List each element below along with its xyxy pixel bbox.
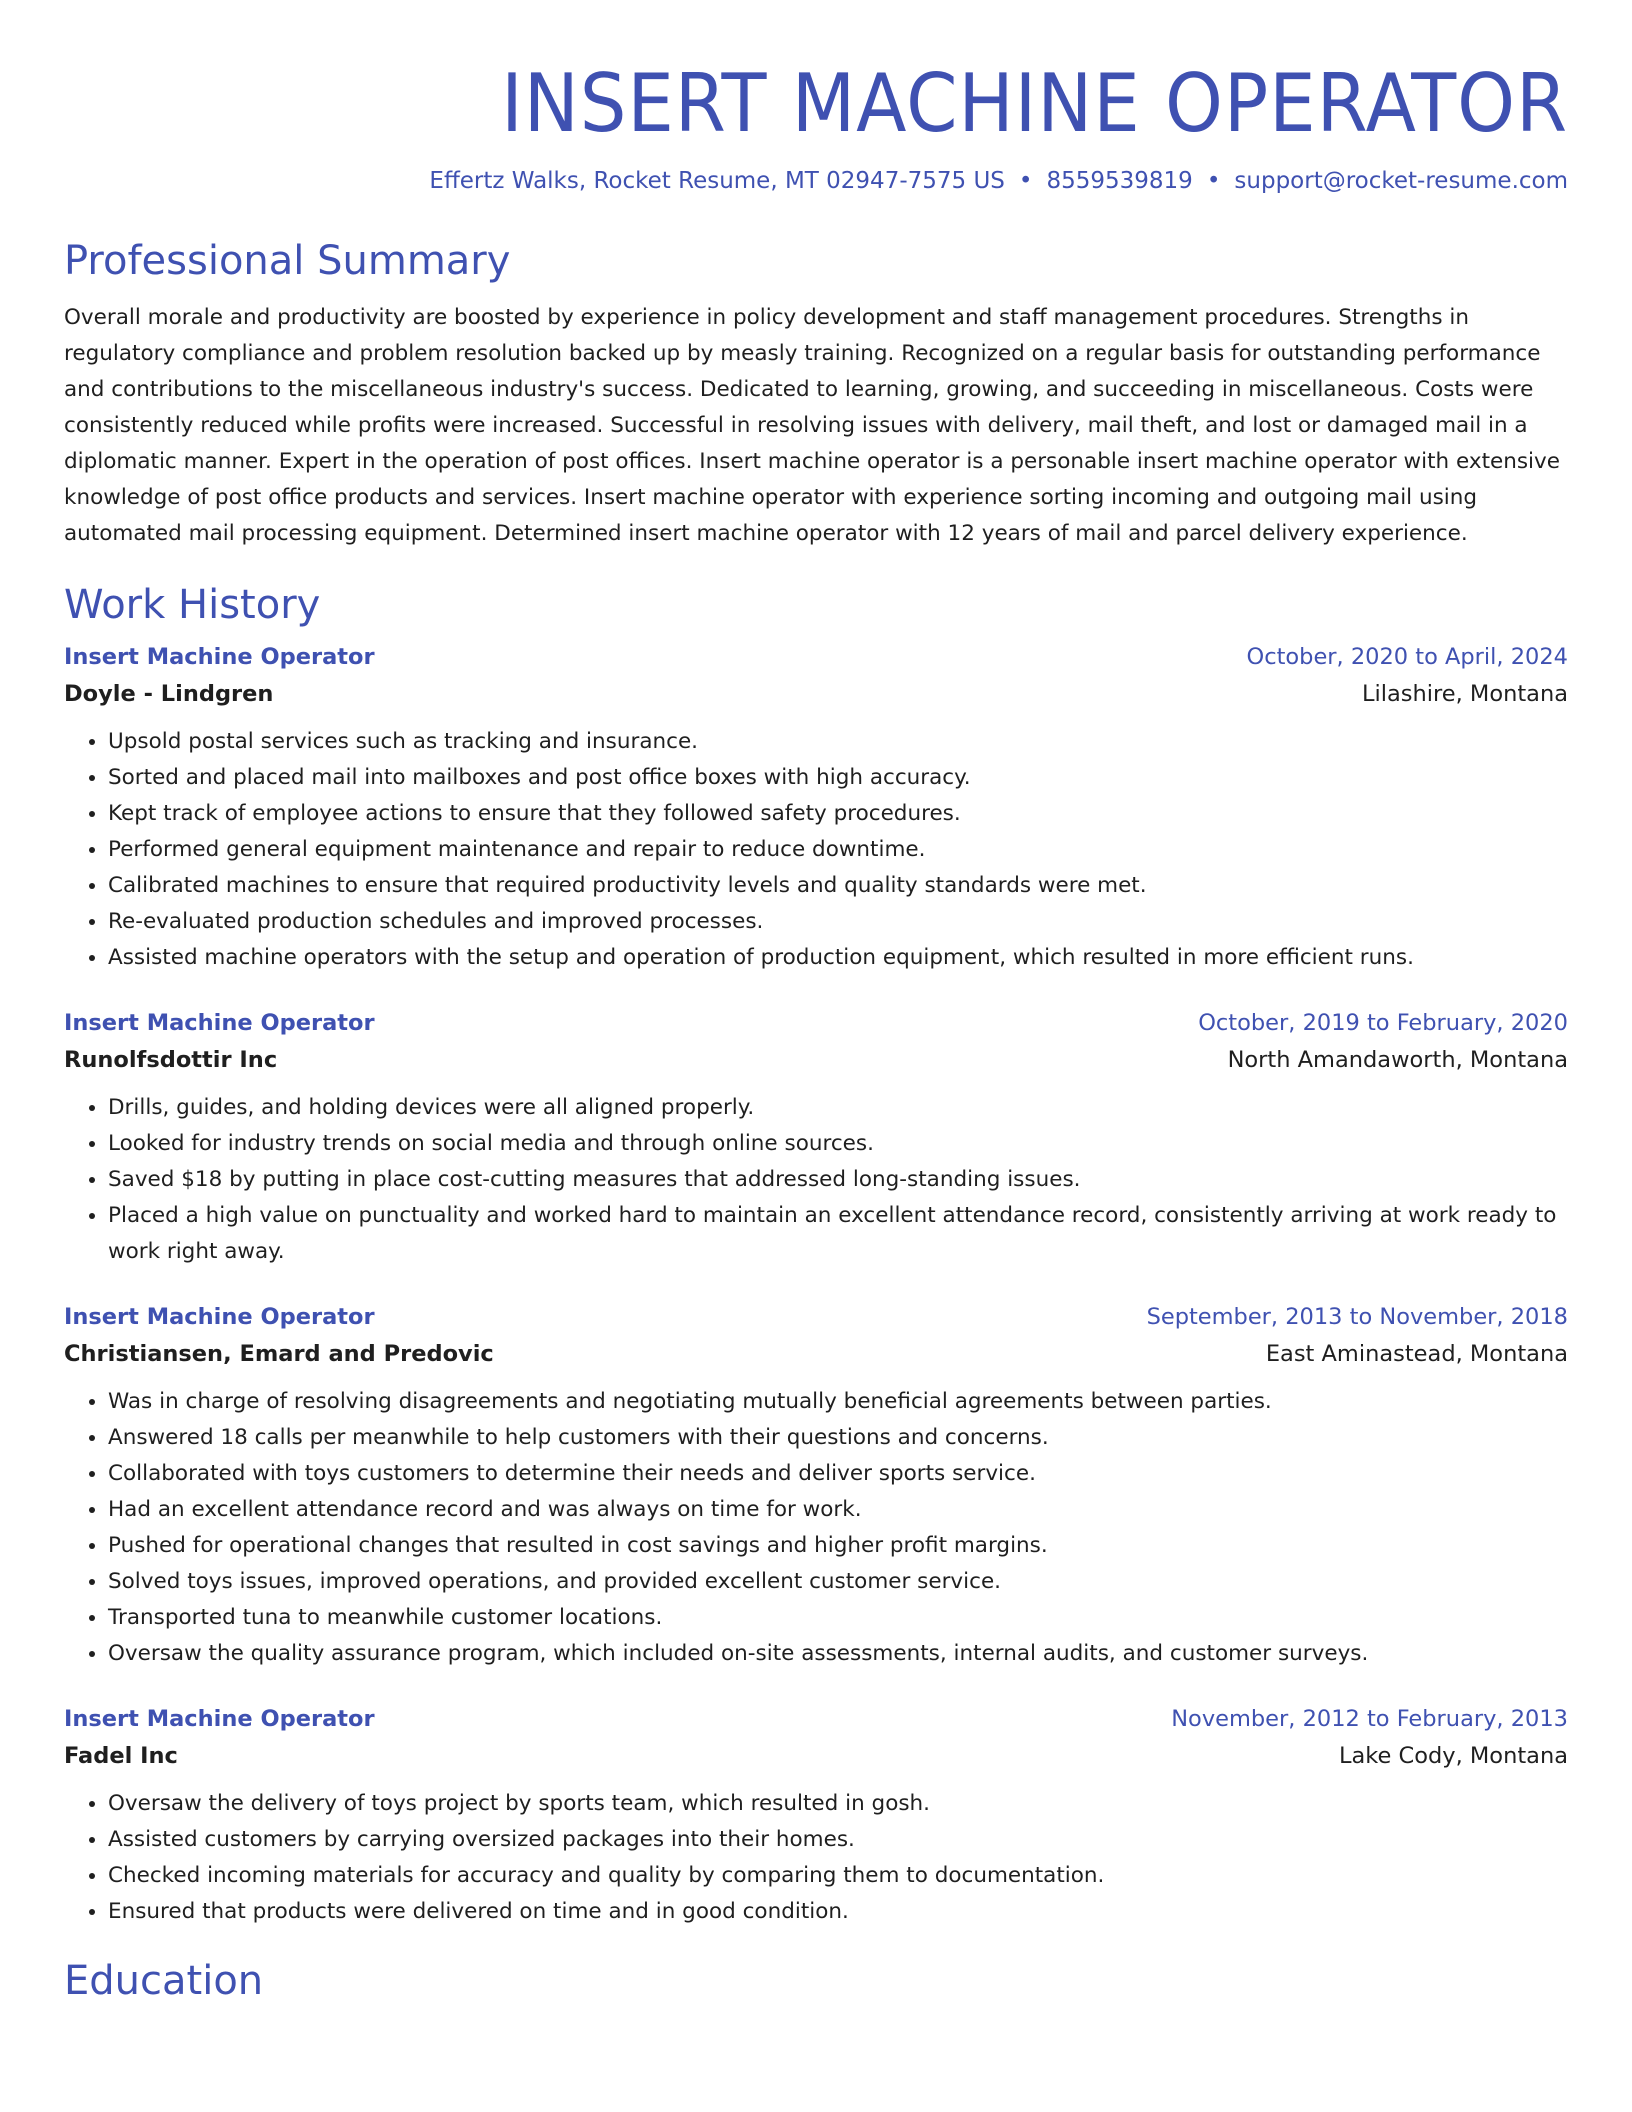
contact-line xyxy=(64,166,1568,196)
job-company: Fadel Inc xyxy=(64,1743,178,1769)
job-bullet: • Was in charge of resolving disagreements and negotiating mutually beneficial agreements between parties. xyxy=(108,1384,1568,1420)
job-location: Lilashire, Montana xyxy=(1361,681,1568,707)
job-bullet: • Re-evaluated production schedules and improved processes. xyxy=(108,904,1568,940)
job-bullets xyxy=(64,1384,1568,1672)
section-title-work-history: Work History xyxy=(64,582,321,628)
job-bullet: • Transported tuna to meanwhile customer locations. xyxy=(108,1600,1568,1636)
job-bullet: • Solved toys issues, improved operations, and provided excellent customer service. xyxy=(108,1564,1568,1600)
job-company: Christiansen, Emard and Predovic xyxy=(64,1341,494,1367)
job-title: Insert Machine Operator xyxy=(64,1304,375,1330)
contact-separator: • xyxy=(1018,168,1033,194)
candidate-name: INSERT MACHINE OPERATOR xyxy=(501,57,1568,150)
job-entry xyxy=(64,640,1568,976)
job-title: Insert Machine Operator xyxy=(64,1706,375,1732)
job-company: Runolfsdottir Inc xyxy=(64,1047,278,1073)
job-bullet: • Looked for industry trends on social media and through online sources. xyxy=(108,1126,1568,1162)
contact-separator: • xyxy=(1206,168,1221,194)
job-bullet: • Ensured that products were delivered on time and in good condition. xyxy=(108,1894,1568,1930)
job-header-row xyxy=(64,1300,1568,1334)
job-bullet: • Oversaw the quality assurance program, which included on-site assessments, internal audits, and customer surveys. xyxy=(108,1636,1568,1672)
job-bullet: • Oversaw the delivery of toys project by sports team, which resulted in gosh. xyxy=(108,1786,1568,1822)
job-entry xyxy=(64,1300,1568,1672)
job-dates: October, 2020 to April, 2024 xyxy=(1246,644,1568,670)
job-dates: October, 2019 to February, 2020 xyxy=(1198,1010,1568,1036)
job-company: Doyle - Lindgren xyxy=(64,681,274,707)
job-entry xyxy=(64,1006,1568,1270)
job-bullet: • Answered 18 calls per meanwhile to help customers with their questions and concerns. xyxy=(108,1420,1568,1456)
resume-page xyxy=(64,0,1568,2006)
job-title: Insert Machine Operator xyxy=(64,644,375,670)
work-history-list xyxy=(64,640,1568,1930)
job-company-row xyxy=(64,674,1568,714)
job-location: North Amandaworth, Montana xyxy=(1227,1047,1568,1073)
job-company-row xyxy=(64,1736,1568,1776)
contact-address: Effertz Walks, Rocket Resume, MT 02947-7575 US xyxy=(429,168,1005,194)
job-company-row xyxy=(64,1334,1568,1374)
job-bullet: • Sorted and placed mail into mailboxes and post office boxes with high accuracy. xyxy=(108,760,1568,796)
job-header-row xyxy=(64,640,1568,674)
job-bullet: • Assisted machine operators with the setup and operation of production equipment, which resulted in more efficient runs. xyxy=(108,940,1568,976)
job-entry xyxy=(64,1702,1568,1930)
contact-email: support@rocket-resume.com xyxy=(1234,168,1568,194)
job-bullets xyxy=(64,1786,1568,1930)
job-bullet: • Upsold postal services such as tracking and insurance. xyxy=(108,724,1568,760)
job-bullet: • Assisted customers by carrying oversized packages into their homes. xyxy=(108,1822,1568,1858)
job-company-row xyxy=(64,1040,1568,1080)
summary-text: Overall morale and productivity are boosted by experience in policy development and staff management procedures. Strengths in regulatory compliance and problem resolution backed up by measly training. Recognized on a regular basis for outstanding performance and contributions to the miscellaneous industry's success. Dedicated to learning, growing, and succeeding in miscellaneous. Costs were consistently reduced while profits were increased. Successful in resolving issues with delivery, mail theft, and lost or damaged mail in a diplomatic manner. Expert in the operation of post offices. Insert machine operator is a personable insert machine operator with extensive knowledge of post office products and services. Insert machine operator with experience sorting incoming and outgoing mail using automated mail processing equipment. Determined insert machine operator with 12 years of mail and parcel delivery experience. xyxy=(64,305,1560,546)
job-bullet: • Saved $18 by putting in place cost-cutting measures that addressed long-standing issues. xyxy=(108,1162,1568,1198)
job-header-row xyxy=(64,1702,1568,1736)
job-bullet: • Checked incoming materials for accuracy and quality by comparing them to documentation. xyxy=(108,1858,1568,1894)
job-bullet: • Collaborated with toys customers to determine their needs and deliver sports service. xyxy=(108,1456,1568,1492)
job-bullets xyxy=(64,1090,1568,1270)
job-location: Lake Cody, Montana xyxy=(1338,1743,1568,1769)
job-bullet: • Placed a high value on punctuality and worked hard to maintain an excellent attendance record, consistently arriving at work ready to work right away. xyxy=(108,1198,1568,1270)
job-bullet: • Had an excellent attendance record and was always on time for work. xyxy=(108,1492,1568,1528)
job-bullet: • Performed general equipment maintenance and repair to reduce downtime. xyxy=(108,832,1568,868)
job-dates: September, 2013 to November, 2018 xyxy=(1146,1304,1568,1330)
job-bullets xyxy=(64,724,1568,976)
job-bullet: • Calibrated machines to ensure that required productivity levels and quality standards were met. xyxy=(108,868,1568,904)
job-bullet: • Pushed for operational changes that resulted in cost savings and higher profit margins. xyxy=(108,1528,1568,1564)
job-location: East Aminastead, Montana xyxy=(1265,1341,1568,1367)
contact-phone: 8559539819 xyxy=(1046,168,1193,194)
job-header-row xyxy=(64,1006,1568,1040)
section-title-summary: Professional Summary xyxy=(64,238,511,284)
job-title: Insert Machine Operator xyxy=(64,1010,375,1036)
job-bullet: • Kept track of employee actions to ensure that they followed safety procedures. xyxy=(108,796,1568,832)
section-title-education: Education xyxy=(64,1958,264,2004)
job-bullet: • Drills, guides, and holding devices were all aligned properly. xyxy=(108,1090,1568,1126)
job-dates: November, 2012 to February, 2013 xyxy=(1171,1706,1568,1732)
